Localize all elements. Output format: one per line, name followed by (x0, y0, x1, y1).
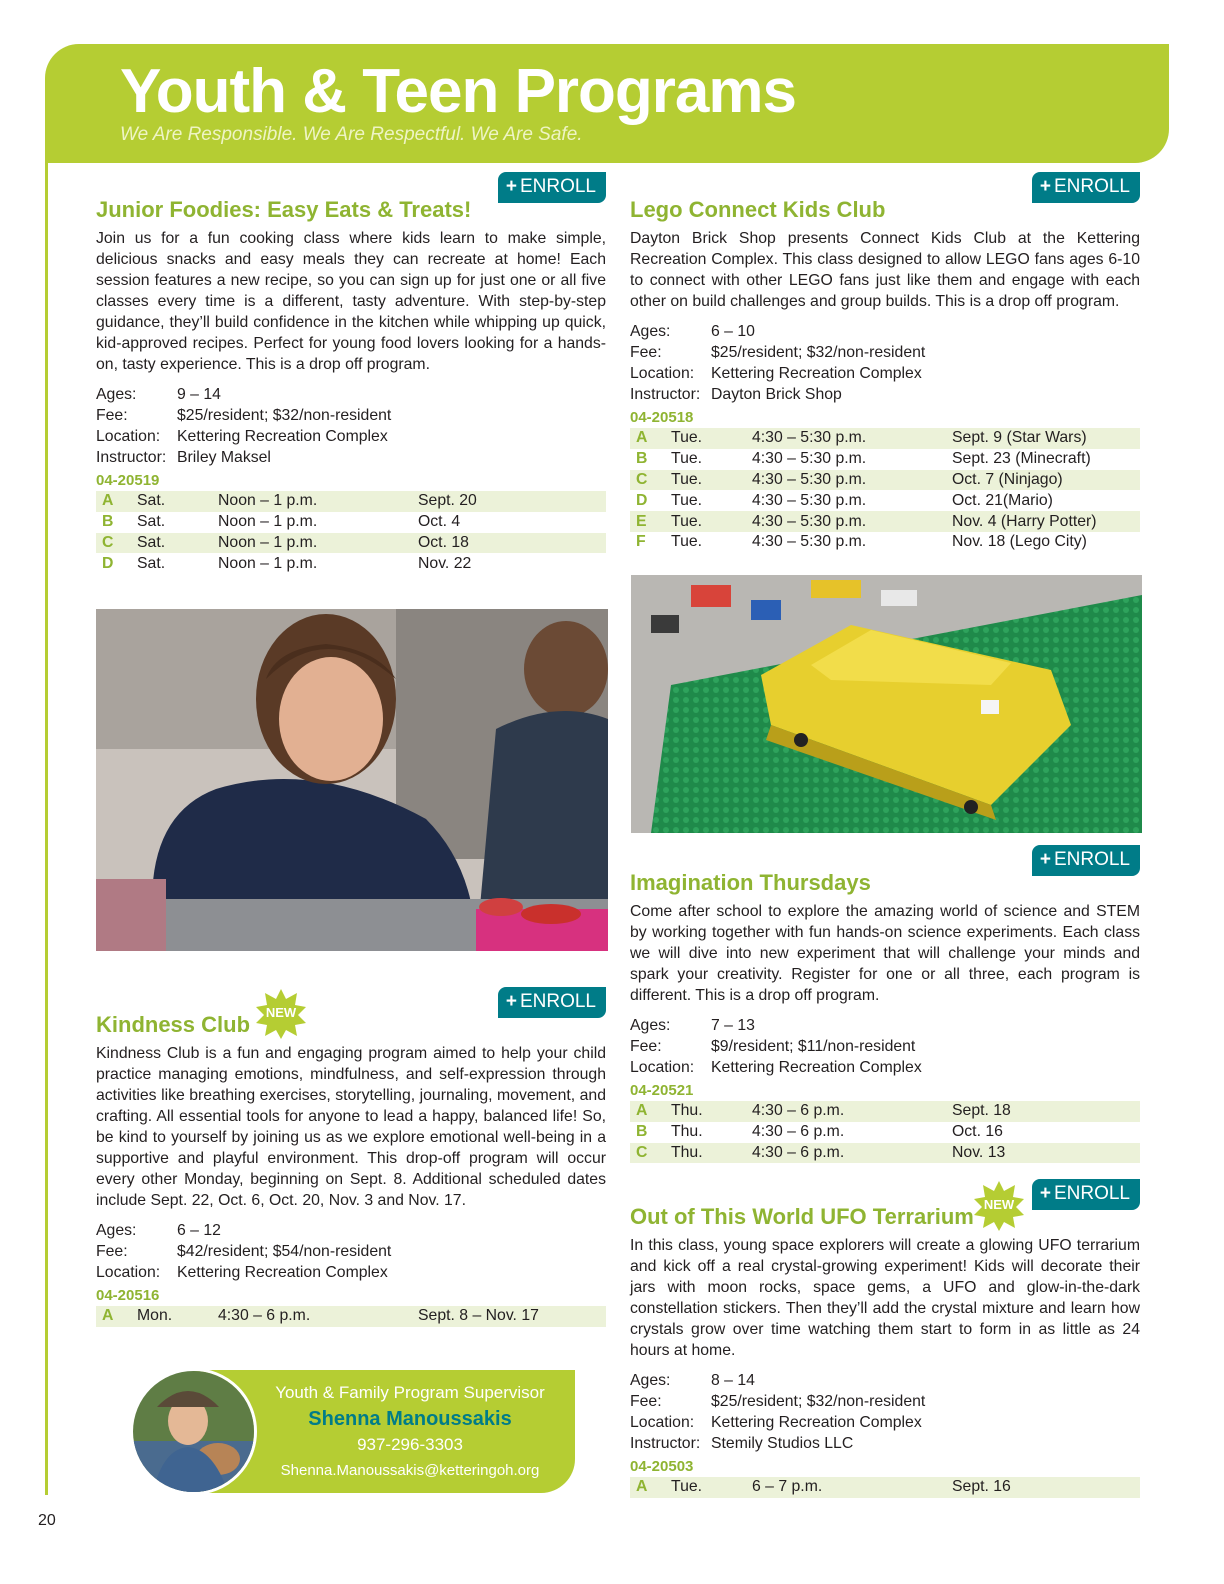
session-date: Nov. 22 (418, 554, 472, 572)
contact-text (260, 1380, 560, 1484)
section-junior-foodies (96, 176, 606, 574)
location-label: Location: (630, 1059, 695, 1076)
page-title: Youth & Teen Programs (120, 57, 797, 126)
section-info (96, 384, 606, 468)
session-day: Tue. (671, 491, 703, 509)
section-info (630, 1015, 1140, 1078)
session-date: Oct. 21(Mario) (952, 491, 1053, 509)
section-description: Kindness Club is a fun and engaging program aimed to help your child practice managing emotions, mindfulness, and self-expression through activities like breathing exercises, storytelling, journaling, movement, and crafting. All essential tools for anyone to lead a happy, balanced life! So, be kind to yourself by joining us as we explore emotional well-being in a supportive and playful environment. This drop-off program will occur every other Monday, beginning on Sept. 8. Additional scheduled dates include Sept. 22, Oct. 6, Oct. 20, Nov. 3 and Nov. 17. (96, 1045, 606, 1209)
session-time: 4:30 – 5:30 p.m. (752, 533, 867, 551)
ages-label: Ages: (630, 1372, 671, 1389)
section-description: Come after school to explore the amazing world of science and STEM by working together with fun hands-on science experiments. Each class we will dive into new experiment that will challenge your minds and spark your creativity. Register for one or all three, each program is different. This is a drop off program. (630, 903, 1140, 1004)
new-badge-label: NEW (265, 1005, 297, 1020)
session-letter: A (96, 1306, 137, 1327)
session-letter: C (630, 470, 671, 491)
contact-role: Youth & Family Program Supervisor (275, 1383, 545, 1402)
session-day: Tue. (671, 511, 752, 532)
ages-label: Ages: (96, 386, 137, 403)
enroll-button[interactable] (1032, 1179, 1140, 1210)
page-number: 20 (38, 1512, 56, 1529)
instructor-label: Instructor: (96, 449, 167, 466)
contact-name: Shenna Manoussakis (308, 1408, 512, 1430)
section-imagination-thursdays (630, 849, 1140, 1163)
course-code: 04-20521 (630, 1082, 694, 1099)
session-letter: B (636, 1123, 648, 1141)
location-value: Kettering Recreation Complex (711, 1414, 922, 1431)
instructor-value: Dayton Brick Shop (711, 386, 842, 403)
section-info (630, 321, 1140, 405)
session-letter: D (102, 554, 114, 572)
session-day: Tue. (671, 470, 752, 491)
session-day: Sat. (137, 554, 166, 572)
location-label: Location: (630, 365, 695, 382)
session-time: 6 – 7 p.m. (752, 1477, 952, 1498)
schedule-row (96, 553, 606, 574)
section-description: Join us for a fun cooking class where kids learn to make simple, delicious snacks and easy meals they can recreate at home! Each session features a new recipe, so you can sign up for just one or all five classes every time is a different, tasty adventure. With step-by-step guidance, they’ll build confidence in the kitchen while whipping up quick, kid-approved recipes. Perfect for young food lovers looking for a hands-on, tasty experience. This is a drop off program. (96, 230, 606, 373)
session-date: Sept. 9 (Star Wars) (952, 428, 1140, 449)
schedule-table (96, 1306, 606, 1327)
session-time: 4:30 – 6 p.m. (218, 1306, 418, 1327)
fee-value: $25/resident; $32/non-resident (711, 344, 926, 361)
enroll-button[interactable] (498, 987, 606, 1018)
fee-value: $25/resident; $32/non-resident (177, 407, 392, 424)
session-letter: C (96, 533, 137, 554)
ages-value: 9 – 14 (177, 386, 221, 403)
section-title: Lego Connect Kids Club (630, 197, 886, 222)
session-date: Sept. 18 (952, 1101, 1140, 1122)
fee-label: Fee: (630, 1393, 662, 1410)
schedule-table (630, 1101, 1140, 1163)
session-day: Thu. (671, 1143, 752, 1164)
ages-value: 6 – 10 (711, 323, 755, 340)
cooking-photo-art (96, 609, 608, 951)
tagline: We Are Responsible. We Are Respectful. We Are Safe. (120, 124, 583, 145)
course-code: 04-20516 (96, 1287, 160, 1304)
session-date: Oct. 16 (952, 1123, 1003, 1141)
ages-label: Ages: (96, 1222, 137, 1239)
new-badge-label: NEW (983, 1197, 1015, 1212)
ages-value: 6 – 12 (177, 1222, 221, 1239)
schedule-table (96, 491, 606, 574)
session-date: Oct. 18 (418, 533, 606, 554)
fee-label: Fee: (96, 407, 128, 424)
contact-card (130, 1368, 575, 1495)
enroll-label: ENROLL (519, 991, 596, 1012)
section-description: Dayton Brick Shop presents Connect Kids Club at the Kettering Recreation Complex. This class designed to allow LEGO fans ages 6-10 to connect with other LEGO fans just like them and engage with each other on build challenges and group builds. This is a drop off program. (630, 230, 1140, 310)
schedule-row (630, 1122, 1140, 1143)
session-day: Tue. (671, 428, 752, 449)
location-value: Kettering Recreation Complex (177, 428, 388, 445)
plus-icon: + (1039, 849, 1051, 870)
course-code: 04-20518 (630, 409, 694, 426)
plus-icon: + (1039, 176, 1051, 197)
plus-icon: + (505, 176, 517, 197)
schedule-row (630, 428, 1140, 449)
location-value: Kettering Recreation Complex (711, 365, 922, 382)
session-letter: B (102, 513, 114, 531)
section-title: Junior Foodies: Easy Eats & Treats! (96, 197, 472, 222)
enroll-button[interactable] (1032, 172, 1140, 203)
session-date: Nov. 13 (952, 1143, 1140, 1164)
session-letter: F (636, 533, 646, 551)
session-time: Noon – 1 p.m. (218, 491, 418, 512)
enroll-button[interactable] (498, 172, 606, 203)
session-date: Oct. 7 (Ninjago) (952, 470, 1140, 491)
session-day: Tue. (671, 450, 703, 468)
session-date: Sept. 16 (952, 1477, 1140, 1498)
section-lego-connect (630, 176, 1140, 553)
section-title: Imagination Thursdays (630, 870, 871, 895)
ages-label: Ages: (630, 1017, 671, 1034)
session-date: Oct. 4 (418, 513, 461, 531)
plus-icon: + (505, 991, 517, 1012)
session-date: Sept. 8 – Nov. 17 (418, 1306, 606, 1327)
session-letter: E (630, 511, 671, 532)
enroll-label: ENROLL (519, 176, 596, 197)
avatar (130, 1368, 257, 1495)
schedule-row (630, 1101, 1140, 1122)
schedule-row (630, 470, 1140, 491)
schedule-row (96, 512, 606, 533)
session-time: 4:30 – 5:30 p.m. (752, 450, 867, 468)
enroll-label: ENROLL (1053, 1183, 1130, 1204)
session-time: 4:30 – 5:30 p.m. (752, 511, 952, 532)
fee-value: $25/resident; $32/non-resident (711, 1393, 926, 1410)
contact-email[interactable]: Shenna.Manoussakis@ketteringoh.org (280, 1462, 540, 1479)
fee-value: $42/resident; $54/non-resident (177, 1243, 392, 1260)
session-time: Noon – 1 p.m. (218, 533, 418, 554)
schedule-table (630, 1477, 1140, 1498)
session-letter: A (630, 1101, 671, 1122)
schedule-row (96, 1306, 606, 1327)
ages-label: Ages: (630, 323, 671, 340)
contact-phone: 937-296-3303 (357, 1435, 463, 1454)
plus-icon: + (1039, 1183, 1051, 1204)
session-day: Sat. (137, 513, 166, 531)
schedule-table (630, 428, 1140, 553)
location-label: Location: (630, 1414, 695, 1431)
enroll-label: ENROLL (1053, 849, 1130, 870)
location-value: Kettering Recreation Complex (711, 1059, 922, 1076)
session-time: 4:30 – 5:30 p.m. (752, 491, 867, 509)
section-kindness-club (96, 991, 606, 1327)
section-info (96, 1220, 606, 1283)
lego-photo (631, 575, 1142, 833)
session-day: Sat. (137, 533, 218, 554)
enroll-label: ENROLL (1053, 176, 1130, 197)
cooking-photo (96, 609, 608, 951)
ages-value: 7 – 13 (711, 1017, 755, 1034)
course-code: 04-20519 (96, 472, 160, 489)
section-title: Out of This World UFO Terrarium (630, 1204, 974, 1229)
session-time: 4:30 – 5:30 p.m. (752, 428, 952, 449)
location-value: Kettering Recreation Complex (177, 1264, 388, 1281)
session-letter: A (630, 428, 671, 449)
session-day: Tue. (671, 533, 703, 551)
fee-label: Fee: (630, 344, 662, 361)
section-info (630, 1370, 1140, 1454)
session-day: Tue. (671, 1477, 752, 1498)
enroll-button[interactable] (1032, 845, 1140, 876)
schedule-row (630, 1143, 1140, 1164)
session-date: Nov. 4 (Harry Potter) (952, 511, 1140, 532)
session-day: Thu. (671, 1101, 752, 1122)
schedule-row (630, 449, 1140, 470)
fee-label: Fee: (630, 1038, 662, 1055)
session-time: 4:30 – 6 p.m. (752, 1101, 952, 1122)
session-date: Sept. 23 (Minecraft) (952, 450, 1091, 468)
session-time: 4:30 – 6 p.m. (752, 1123, 845, 1141)
left-rule (45, 100, 48, 1495)
session-time: Noon – 1 p.m. (218, 554, 318, 572)
ages-value: 8 – 14 (711, 1372, 755, 1389)
new-badge (972, 1179, 1026, 1233)
schedule-row (630, 490, 1140, 511)
session-date: Nov. 18 (Lego City) (952, 533, 1087, 551)
session-day: Thu. (671, 1123, 703, 1141)
instructor-label: Instructor: (630, 386, 701, 403)
session-time: Noon – 1 p.m. (218, 513, 318, 531)
lego-photo-art (631, 575, 1142, 833)
session-day: Mon. (137, 1306, 218, 1327)
instructor-label: Instructor: (630, 1435, 701, 1452)
new-badge (254, 987, 308, 1041)
course-code: 04-20503 (630, 1458, 694, 1475)
location-label: Location: (96, 428, 161, 445)
schedule-row (630, 1477, 1140, 1498)
session-letter: C (630, 1143, 671, 1164)
section-title: Kindness Club (96, 1012, 251, 1037)
instructor-value: Briley Maksel (177, 449, 271, 466)
session-time: 4:30 – 5:30 p.m. (752, 470, 952, 491)
session-date: Sept. 20 (418, 491, 606, 512)
section-description: In this class, young space explorers will create a glowing UFO terrarium and kick off a real crystal-growing experiment! Kids will decorate their jars with moon rocks, space gems, a UFO and glow-in-the-dark constellation stickers. Then they’ll add the crystal mixture and learn how crystals grow over time watching them start to form in as little as 24 hours at home. (630, 1237, 1140, 1359)
schedule-row (96, 491, 606, 512)
instructor-value: Stemily Studios LLC (711, 1435, 854, 1452)
schedule-row (630, 511, 1140, 532)
schedule-row (630, 532, 1140, 553)
session-letter: B (636, 450, 648, 468)
fee-label: Fee: (96, 1243, 128, 1260)
schedule-row (96, 533, 606, 554)
session-letter: D (636, 491, 648, 509)
section-ufo-terrarium (630, 1183, 1140, 1498)
session-time: 4:30 – 6 p.m. (752, 1143, 952, 1164)
fee-value: $9/resident; $11/non-resident (711, 1038, 916, 1055)
session-letter: A (96, 491, 137, 512)
session-day: Sat. (137, 491, 218, 512)
avatar-photo-art (133, 1371, 254, 1492)
location-label: Location: (96, 1264, 161, 1281)
session-letter: A (630, 1477, 671, 1498)
